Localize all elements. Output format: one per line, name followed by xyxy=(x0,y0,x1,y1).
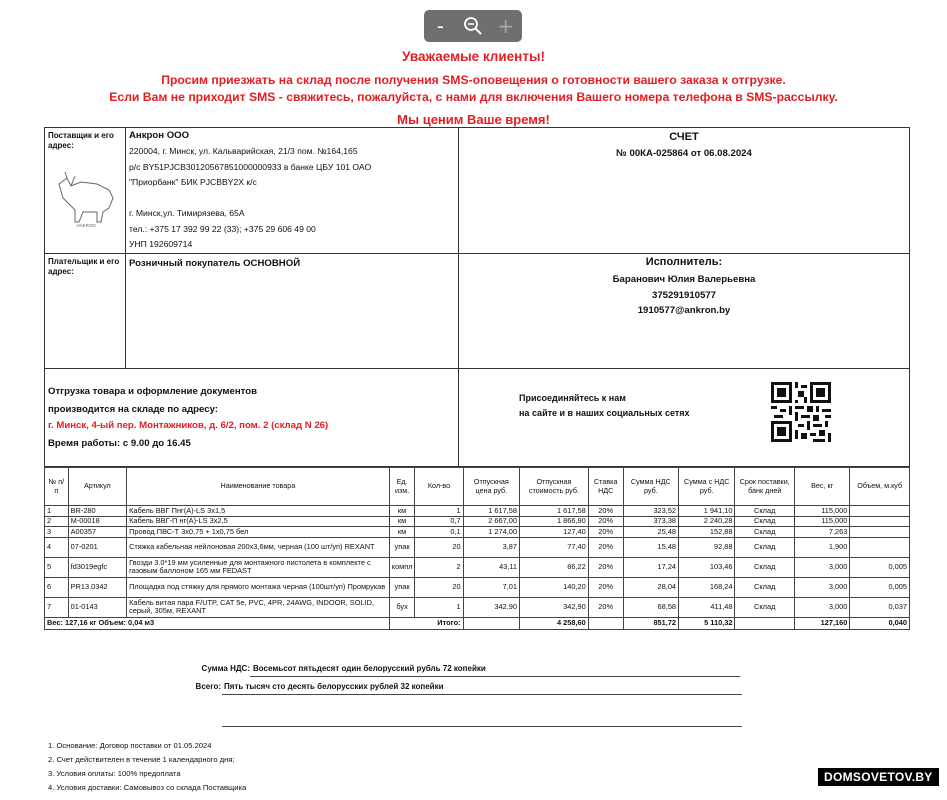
items-table xyxy=(44,467,910,630)
cell-price: 1 274,00 xyxy=(463,527,519,538)
shipping-line2: производится на складе по адресу: xyxy=(48,404,218,415)
zoom-toolbar xyxy=(424,10,522,42)
cell-name: Площадка под стяжку для прямого монтажа черная (100шт/уп) Промрукав xyxy=(127,577,390,597)
supplier-phones: тел.: +375 17 392 99 22 (33); +375 29 606 49 00 xyxy=(129,224,316,234)
note-payment: 3. Условия оплаты: 100% предоплата xyxy=(48,769,181,778)
cell-total: 1 941,10 xyxy=(679,506,735,517)
totals-volume: 0,040 xyxy=(850,617,910,629)
col-header-delivery: Срок поставки, банк дней xyxy=(735,468,795,506)
table-row xyxy=(45,537,910,557)
cell-weight: 3,000 xyxy=(794,597,849,617)
col-header-sku: Артикул xyxy=(68,468,126,506)
cell-weight: 3,000 xyxy=(794,577,849,597)
col-header-vat-sum: Сумма НДС руб. xyxy=(623,468,678,506)
zoom-in-button[interactable]: + xyxy=(497,14,515,38)
vat-sum-label: Сумма НДС: xyxy=(201,664,250,673)
grid-line xyxy=(45,368,909,369)
cell-vat-rate: 20% xyxy=(588,537,623,557)
cell-index: 1 xyxy=(45,506,69,517)
cell-qty: 1 xyxy=(415,597,463,617)
cell-volume: 0,005 xyxy=(850,557,910,577)
cell-unit: упак xyxy=(389,537,415,557)
cell-cost: 342,90 xyxy=(520,597,589,617)
cell-vat-sum: 25,48 xyxy=(623,527,678,538)
col-header-vat-rate: Ставка НДС xyxy=(588,468,623,506)
cell-qty: 20 xyxy=(415,537,463,557)
totals-weight-volume: Вес: 127,16 кг Объем: 0,04 м3 xyxy=(45,617,390,629)
note-validity: 2. Счет действителен в течение 1 календарного дня; xyxy=(48,755,235,764)
table-row xyxy=(45,577,910,597)
executor-title: Исполнитель: xyxy=(645,256,723,268)
supplier-address: 220004, г. Минск, ул. Кальварийская, 21/3 пом. №164,165 xyxy=(129,146,358,156)
cell-weight: 115,000 xyxy=(794,506,849,517)
cell-vat-rate: 20% xyxy=(588,557,623,577)
cell-index: 4 xyxy=(45,537,69,557)
cell-vat-sum: 323,52 xyxy=(623,506,678,517)
qr-code-icon[interactable] xyxy=(768,379,834,445)
cell-sku: BR-280 xyxy=(68,506,126,517)
col-header-index: № п/п xyxy=(45,468,69,506)
supplier-office: г. Минск,ул. Тимирязева, 65А xyxy=(129,208,245,218)
cell-volume xyxy=(850,527,910,538)
cell-sku: fd3019egfc xyxy=(68,557,126,577)
cell-name: Кабель ВВГ Пнг(А)-LS 3х1,5 xyxy=(127,506,390,517)
cell-qty: 2 xyxy=(415,557,463,577)
cell-price: 3,87 xyxy=(463,537,519,557)
note-basis: 1. Основание: Договор поставки от 01.05.2024 xyxy=(48,741,212,750)
cell-sku: 07-0201 xyxy=(68,537,126,557)
cell-vat-sum: 15,48 xyxy=(623,537,678,557)
cell-unit: км xyxy=(389,527,415,538)
cell-delivery: Склад xyxy=(735,577,795,597)
col-header-volume: Объем, м.куб xyxy=(850,468,910,506)
cell-delivery: Склад xyxy=(735,597,795,617)
cell-vat-rate: 20% xyxy=(588,516,623,527)
cell-weight: 1,900 xyxy=(794,537,849,557)
totals-label: Итого: xyxy=(389,617,463,629)
cell-total: 92,88 xyxy=(679,537,735,557)
cell-vat-sum: 68,58 xyxy=(623,597,678,617)
underline xyxy=(222,694,742,695)
totals-empty-price xyxy=(463,617,519,629)
grid-line xyxy=(45,253,909,254)
cell-volume: 0,005 xyxy=(850,577,910,597)
cell-cost: 86,22 xyxy=(520,557,589,577)
cell-price: 2 667,00 xyxy=(463,516,519,527)
cell-qty: 0,7 xyxy=(415,516,463,527)
col-header-weight: Вес, кг xyxy=(794,468,849,506)
cell-index: 5 xyxy=(45,557,69,577)
invoice-number: № 00КА-025864 от 06.08.2024 xyxy=(616,148,752,159)
cell-total: 152,88 xyxy=(679,527,735,538)
cell-sku: 01-0143 xyxy=(68,597,126,617)
cell-cost: 77,40 xyxy=(520,537,589,557)
supplier-label: Поставщик и его адрес: xyxy=(48,131,114,150)
col-header-unit: Ед. изм. xyxy=(389,468,415,506)
col-header-qty: Кол-во xyxy=(415,468,463,506)
table-header-row xyxy=(45,468,910,506)
cell-vat-rate: 20% xyxy=(588,577,623,597)
underline xyxy=(222,726,742,727)
cell-qty: 1 xyxy=(415,506,463,517)
notice-sms-request: Просим приезжать на склад после получения SMS-оповещения о готовности вашего заказа к отгрузке. xyxy=(161,73,786,87)
zoom-out-button[interactable]: - xyxy=(436,14,444,38)
supplier-unp: УНП 192609714 xyxy=(129,239,193,249)
invoice-title: СЧЕТ xyxy=(669,131,699,143)
cell-delivery: Склад xyxy=(735,537,795,557)
table-row xyxy=(45,557,910,577)
grid-line xyxy=(125,128,126,368)
cell-name: Кабель витая пара F/UTP, CAT 5е, PVC, 4PR, 24AWG, INDOOR, SOLID, серый, 305м, REXANT xyxy=(127,597,390,617)
payer-label: Плательщик и его адрес: xyxy=(48,257,120,276)
supplier-account: р/с BY51PJCB30120567851000000933 в банке ЦБУ 101 ОАО xyxy=(129,162,372,172)
social-line2: на сайте и в наших социальных сетях xyxy=(519,408,690,418)
cell-name: Кабель ВВГ-П нг(А)-LS 3х2,5 xyxy=(127,516,390,527)
cell-cost: 1 866,90 xyxy=(520,516,589,527)
shipping-line1: Отгрузка товара и оформление документов xyxy=(48,386,257,397)
shipping-address: г. Минск, 4-ый пер. Монтажников, д. 6/2, пом. 2 (склад N 26) xyxy=(48,420,329,431)
cell-vat-sum: 28,04 xyxy=(623,577,678,597)
totals-cost: 4 258,60 xyxy=(520,617,589,629)
notice-sms-contact: Если Вам не приходит SMS - свяжитесь, пожалуйста, с нами для включения Вашего номера телефона в SMS-рассылку. xyxy=(109,90,838,104)
col-header-name: Наименование товара xyxy=(127,468,390,506)
cell-price: 1 617,58 xyxy=(463,506,519,517)
cell-vat-rate: 20% xyxy=(588,597,623,617)
cell-index: 7 xyxy=(45,597,69,617)
grand-total-label: Всего: xyxy=(195,682,221,691)
cell-price: 43,11 xyxy=(463,557,519,577)
totals-empty-rate xyxy=(588,617,623,629)
cell-index: 6 xyxy=(45,577,69,597)
cell-index: 2 xyxy=(45,516,69,527)
cell-weight: 115,000 xyxy=(794,516,849,527)
table-row xyxy=(45,516,910,527)
logo-bull-icon xyxy=(53,168,119,228)
cell-volume xyxy=(850,516,910,527)
cell-weight: 7,263 xyxy=(794,527,849,538)
cell-vat-sum: 373,38 xyxy=(623,516,678,527)
vat-sum-text: Восемьсот пятьдесят один белорусский рубль 72 копейки xyxy=(253,664,486,673)
cell-total: 2 240,28 xyxy=(679,516,735,527)
cell-name: Провод ПВС-Т 3х0,75 + 1х0,75 бел xyxy=(127,527,390,538)
cell-name: Стяжка кабельная нейлоновая 200х3,6мм, черная (100 шт/уп) REXANT xyxy=(127,537,390,557)
table-row xyxy=(45,527,910,538)
col-header-cost: Отпускная стоимость руб. xyxy=(520,468,589,506)
cell-unit: компл xyxy=(389,557,415,577)
cell-total: 168,24 xyxy=(679,577,735,597)
magnifier-icon xyxy=(463,16,483,36)
supplier-bank: "Приорбанк" БИК PJCBBY2X к/с xyxy=(129,177,257,187)
table-row xyxy=(45,597,910,617)
cell-price: 342,90 xyxy=(463,597,519,617)
cell-delivery: Склад xyxy=(735,506,795,517)
cell-vat-rate: 20% xyxy=(588,527,623,538)
executor-email: 1910577@ankron.by xyxy=(637,305,731,316)
cell-vat-rate: 20% xyxy=(588,506,623,517)
executor-name: Баранович Юлия Валерьевна xyxy=(612,274,756,285)
underline xyxy=(250,676,740,677)
note-delivery: 4. Условия доставки: Самовывоз со склада Поставщика xyxy=(48,783,247,792)
cell-unit: км xyxy=(389,506,415,517)
cell-volume: 0,037 xyxy=(850,597,910,617)
magnifier-button[interactable] xyxy=(459,16,487,36)
cell-total: 103,46 xyxy=(679,557,735,577)
cell-delivery: Склад xyxy=(735,557,795,577)
totals-weight: 127,160 xyxy=(794,617,849,629)
totals-vat: 851,72 xyxy=(623,617,678,629)
cell-vat-sum: 17,24 xyxy=(623,557,678,577)
executor-phone: 375291910577 xyxy=(651,290,717,301)
totals-empty-delivery xyxy=(735,617,795,629)
cell-unit: бух xyxy=(389,597,415,617)
cell-qty: 0,1 xyxy=(415,527,463,538)
cell-unit: упак xyxy=(389,577,415,597)
cell-delivery: Склад xyxy=(735,516,795,527)
notice-value-time: Мы ценим Ваше время! xyxy=(397,112,550,127)
cell-qty: 20 xyxy=(415,577,463,597)
notice-greeting: Уважаемые клиенты! xyxy=(402,49,545,64)
cell-volume xyxy=(850,537,910,557)
cell-weight: 3,000 xyxy=(794,557,849,577)
invoice-header-grid xyxy=(44,127,910,467)
cell-delivery: Склад xyxy=(735,527,795,538)
cell-price: 7,01 xyxy=(463,577,519,597)
cell-volume xyxy=(850,506,910,517)
social-line1: Присоединяйтесь к нам xyxy=(519,393,626,403)
cell-sku: A00357 xyxy=(68,527,126,538)
cell-index: 3 xyxy=(45,527,69,538)
watermark: DOMSOVETOV.BY xyxy=(818,768,939,786)
cell-cost: 140,20 xyxy=(520,577,589,597)
cell-unit: км xyxy=(389,516,415,527)
col-header-price: Отпускная цена руб. xyxy=(463,468,519,506)
cell-total: 411,48 xyxy=(679,597,735,617)
svg-text:ANKRON: ANKRON xyxy=(76,223,96,228)
cell-sku: M-00018 xyxy=(68,516,126,527)
cell-cost: 127,40 xyxy=(520,527,589,538)
table-row xyxy=(45,506,910,517)
cell-cost: 1 617,58 xyxy=(520,506,589,517)
payer-name: Розничный покупатель ОСНОВНОЙ xyxy=(129,258,301,269)
table-totals-row xyxy=(45,617,910,629)
shipping-hours: Время работы: с 9.00 до 16.45 xyxy=(48,438,191,449)
cell-sku: PR13.0342 xyxy=(68,577,126,597)
cell-name: Гвозди 3.0*19 мм усиленные для монтажного пистолета в комплекте с газовым баллоном 165 мм FEDAST xyxy=(127,557,390,577)
totals-with-vat: 5 110,32 xyxy=(679,617,735,629)
col-header-total: Сумма с НДС руб. xyxy=(679,468,735,506)
grand-total-text: Пять тысяч сто десять белорусских рублей 32 копейки xyxy=(224,682,444,691)
supplier-name: Анкрон ООО xyxy=(129,130,190,141)
